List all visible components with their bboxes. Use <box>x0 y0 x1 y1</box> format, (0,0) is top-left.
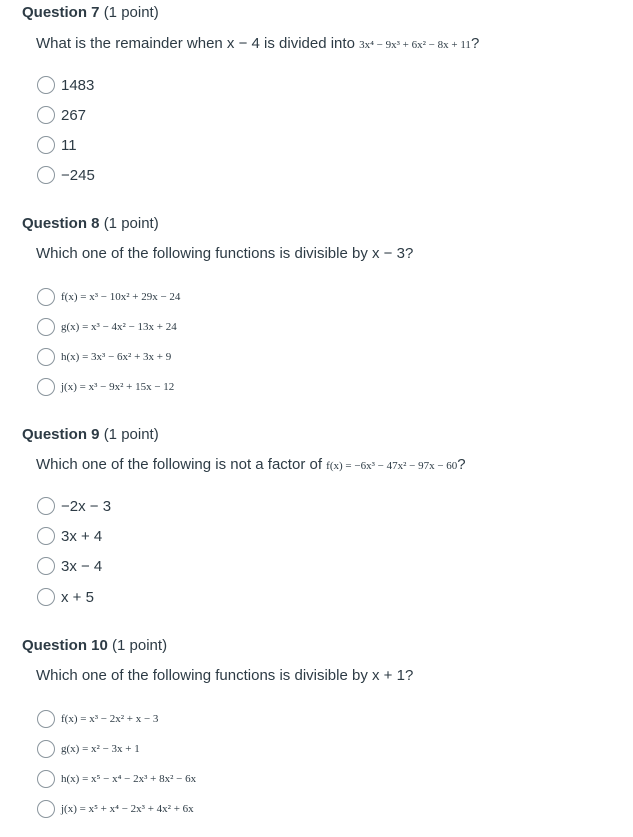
radio-button[interactable] <box>37 497 55 515</box>
radio-button[interactable] <box>37 527 55 545</box>
question-title: Question 7 <box>22 4 100 21</box>
option-label: h(x) = 3x³ − 6x² + 3x + 9 <box>61 351 172 363</box>
question-prompt <box>36 667 413 684</box>
answer-option[interactable] <box>37 798 194 820</box>
radio-button[interactable] <box>37 288 55 306</box>
radio-button[interactable] <box>37 710 55 728</box>
question-prompt <box>36 35 479 52</box>
option-label: x + 5 <box>61 588 94 606</box>
answer-option[interactable] <box>37 555 102 577</box>
question-points: (1 point) <box>103 215 159 232</box>
answer-option[interactable] <box>37 495 111 517</box>
prompt-math: f(x) = −6x³ − 47x² − 97x − 60 <box>326 460 458 472</box>
radio-button[interactable] <box>37 166 55 184</box>
option-label: f(x) = x³ − 10x² + 29x − 24 <box>61 291 181 303</box>
question-points: (1 point) <box>103 4 159 21</box>
question-heading <box>22 215 159 232</box>
radio-button[interactable] <box>37 557 55 575</box>
radio-button[interactable] <box>37 318 55 336</box>
question-prompt <box>36 456 466 473</box>
answer-option[interactable] <box>37 738 140 760</box>
option-label: 267 <box>61 106 87 124</box>
option-label: 11 <box>61 136 77 154</box>
option-label: g(x) = x³ − 4x² − 13x + 24 <box>61 321 177 333</box>
answer-option[interactable] <box>37 586 94 608</box>
option-label: 3x − 4 <box>61 557 103 575</box>
answer-option[interactable] <box>37 768 196 790</box>
option-label: h(x) = x⁵ − x⁴ − 2x³ + 8x² − 6x <box>61 773 197 785</box>
answer-option[interactable] <box>37 376 174 398</box>
radio-button[interactable] <box>37 378 55 396</box>
option-label: j(x) = x³ − 9x² + 15x − 12 <box>61 381 175 393</box>
answer-option[interactable] <box>37 74 94 96</box>
answer-option[interactable] <box>37 316 177 338</box>
answer-option[interactable] <box>37 525 102 547</box>
answer-option[interactable] <box>37 164 95 186</box>
question-heading <box>22 426 159 443</box>
radio-button[interactable] <box>37 588 55 606</box>
answer-option[interactable] <box>37 708 158 730</box>
answer-option[interactable] <box>37 346 171 368</box>
option-label: j(x) = x⁵ + x⁴ − 2x³ + 4x² + 6x <box>61 803 194 815</box>
answer-option[interactable] <box>37 286 180 308</box>
radio-button[interactable] <box>37 136 55 154</box>
option-label: g(x) = x² − 3x + 1 <box>61 743 140 755</box>
radio-button[interactable] <box>37 76 55 94</box>
prompt-text: Which one of the following functions is divisible by x − 3? <box>36 245 414 262</box>
question-prompt <box>36 245 413 262</box>
radio-button[interactable] <box>37 800 55 818</box>
question-title: Question 8 <box>22 215 100 232</box>
question-title: Question 9 <box>22 426 100 443</box>
prompt-end: ? <box>470 35 480 52</box>
prompt-end: ? <box>457 456 466 473</box>
question-points: (1 point) <box>112 637 168 654</box>
prompt-math: 3x⁴ − 9x³ + 6x² − 8x + 11 <box>359 39 471 51</box>
option-label: 1483 <box>61 76 95 94</box>
radio-button[interactable] <box>37 348 55 366</box>
question-title: Question 10 <box>22 637 108 654</box>
prompt-text: What is the remainder when x − 4 is divided into <box>36 35 355 52</box>
question-heading <box>22 4 159 21</box>
radio-button[interactable] <box>37 740 55 758</box>
option-label: f(x) = x³ − 2x² + x − 3 <box>61 713 159 725</box>
prompt-text: Which one of the following functions is divisible by x + 1? <box>36 667 414 684</box>
prompt-text: Which one of the following is not a factor of <box>36 456 322 473</box>
option-label: −2x − 3 <box>61 497 112 515</box>
option-label: 3x + 4 <box>61 527 103 545</box>
radio-button[interactable] <box>37 106 55 124</box>
question-points: (1 point) <box>103 426 159 443</box>
option-label: −245 <box>61 166 95 184</box>
answer-option[interactable] <box>37 134 77 156</box>
answer-option[interactable] <box>37 104 86 126</box>
question-heading <box>22 637 167 654</box>
radio-button[interactable] <box>37 770 55 788</box>
